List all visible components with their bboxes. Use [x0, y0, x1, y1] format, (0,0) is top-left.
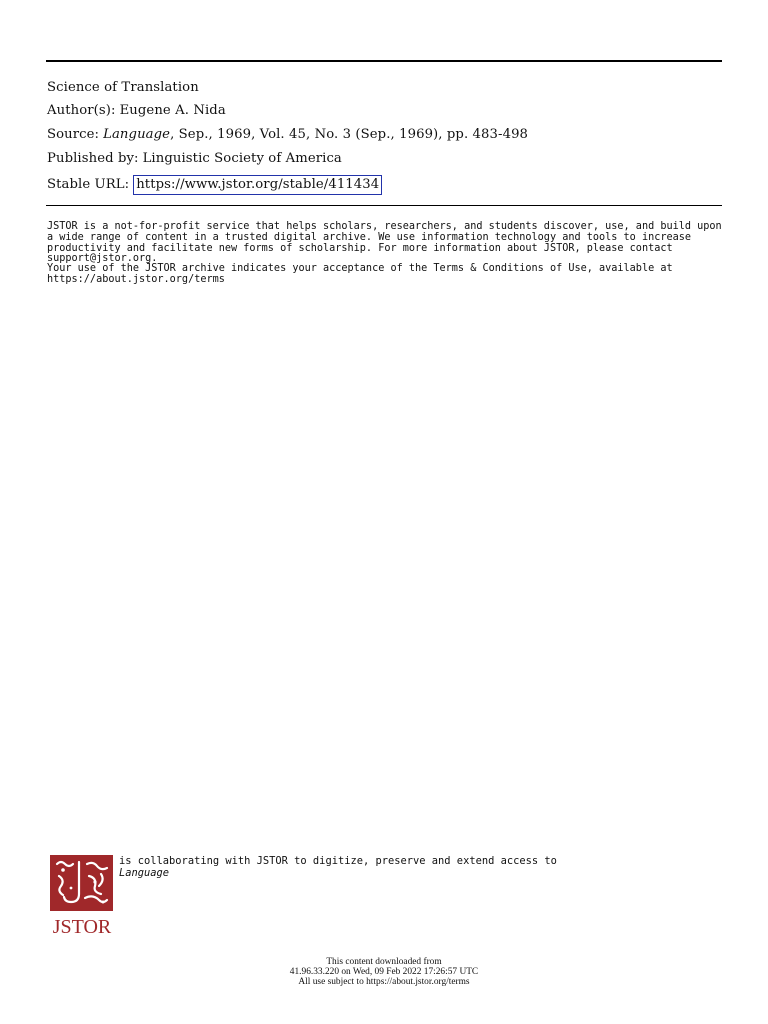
article-title-text: Science of Translation [47, 80, 199, 95]
author-name: Eugene A. Nida [119, 103, 226, 118]
stable-url-label: Stable URL: [47, 177, 130, 192]
publisher-label: Published by: [47, 151, 139, 166]
source-row [47, 127, 528, 142]
author-row [47, 103, 226, 118]
jstor-logo [49, 854, 115, 936]
about-jstor-notice: JSTOR is a not-for-profit service that helps scholars, researchers, and students discover, use, and build upon a wide range of content in a trusted digital archive. We use information technology and tools to increase productivity and facilitate new forms of scholarship. For more information about JSTOR, please contact support@jstor.org. [47, 221, 722, 265]
top-rule [46, 60, 722, 62]
terms-notice: Your use of the JSTOR archive indicates your acceptance of the Terms & Conditions of Use, available at https://about.jstor.org/terms [47, 263, 673, 285]
author-label: Author(s): [47, 103, 116, 118]
footer-line-3: All use subject to https://about.jstor.org/terms [298, 977, 470, 988]
stable-url-row [47, 177, 382, 192]
download-footer [0, 957, 768, 988]
collaboration-notice [119, 856, 557, 879]
source-label: Source: [47, 127, 100, 142]
footer-line-2: 41.96.33.220 on Wed, 09 Feb 2022 17:26:57 UTC [289, 967, 479, 978]
source-journal: Language [103, 127, 171, 142]
collaboration-text: is collaborating with JSTOR to digitize, preserve and extend access to [119, 855, 557, 867]
divider-rule [46, 205, 722, 206]
publisher-name: Linguistic Society of America [142, 151, 342, 166]
collaboration-journal: Language [119, 866, 170, 879]
publisher-row [47, 151, 342, 166]
footer-line-1: This content downloaded from [326, 957, 442, 967]
jstor-logo-wordmark: JSTOR [52, 916, 112, 936]
stable-url-link[interactable]: https://www.jstor.org/stable/411434 [133, 175, 382, 195]
article-title [47, 80, 199, 95]
source-details: , Sep., 1969, Vol. 45, No. 3 (Sep., 1969), pp. 483-498 [170, 127, 529, 142]
